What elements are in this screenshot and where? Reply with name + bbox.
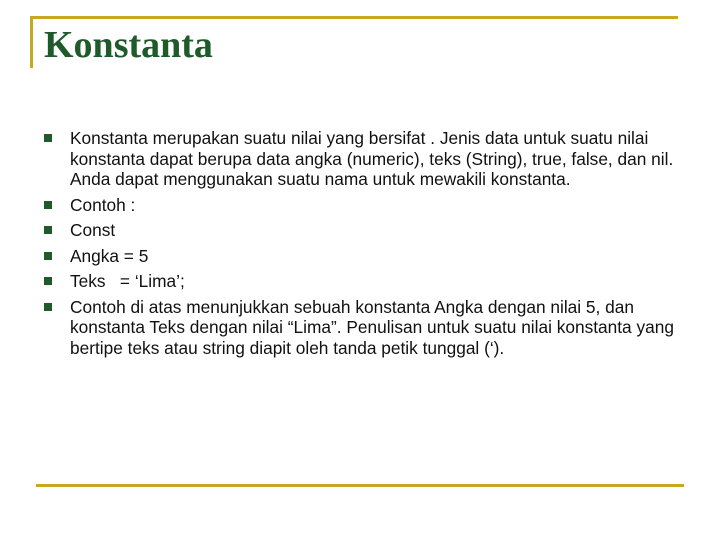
- bullet-item: [44, 128, 684, 190]
- frame-left-line: [30, 16, 33, 68]
- frame-bottom-line: [36, 484, 684, 487]
- bullet-list: [44, 128, 684, 363]
- bullet-item: [44, 220, 684, 241]
- bullet-text: Angka = 5: [70, 245, 149, 266]
- bullet-text: Contoh :: [70, 194, 136, 215]
- bullet-text: Const: [70, 220, 116, 240]
- frame-top-line: [30, 16, 678, 19]
- bullet-item: [44, 271, 684, 292]
- bullet-item: [44, 246, 684, 267]
- bullet-text: Contoh di atas menunjukkan sebuah konstanta Angka dengan nilai 5, dan konstanta Teks dengan nilai “Lima”. Penulisan untuk suatu nilai konstanta yang bertipe teks atau string diapit oleh tanda petik tunggal (‘).: [70, 296, 674, 358]
- square-bullet-icon: [44, 252, 52, 260]
- square-bullet-icon: [44, 277, 52, 285]
- bullet-item: [44, 195, 684, 216]
- slide-title: Konstanta: [44, 24, 213, 66]
- square-bullet-icon: [44, 201, 52, 209]
- bullet-item: [44, 297, 684, 359]
- bullet-text: Teks = ‘Lima’;: [70, 271, 185, 291]
- square-bullet-icon: [44, 303, 52, 311]
- square-bullet-icon: [44, 134, 52, 142]
- square-bullet-icon: [44, 226, 52, 234]
- bullet-text: Konstanta merupakan suatu nilai yang bersifat . Jenis data untuk suatu nilai konstanta dapat berupa data angka (numeric), teks (String), true, false, dan nil. Anda dapat menggunakan suatu nama untuk mewakili konstanta.: [70, 128, 674, 189]
